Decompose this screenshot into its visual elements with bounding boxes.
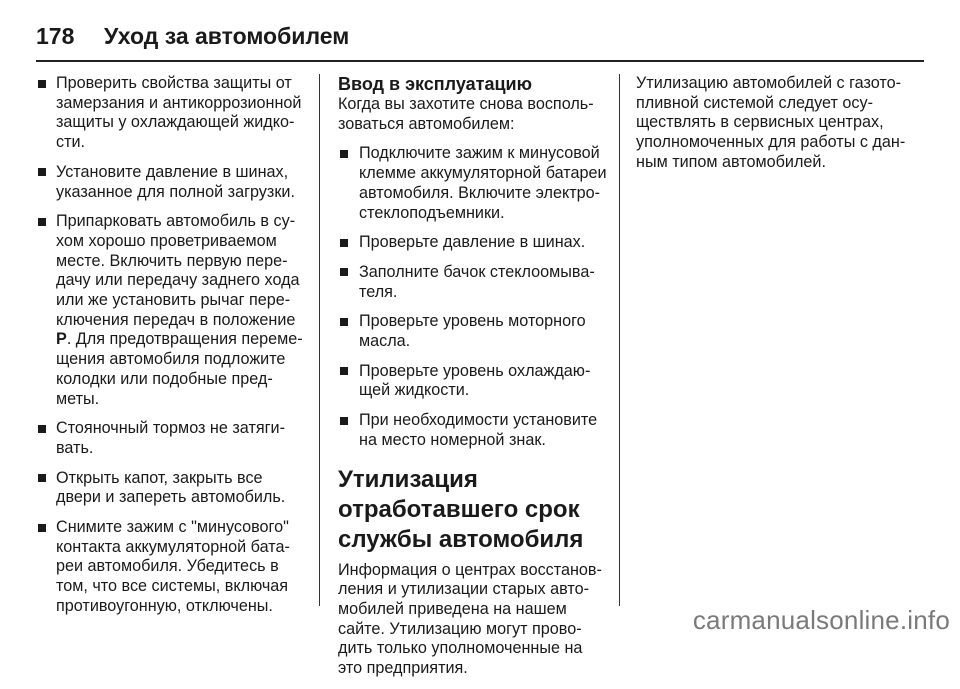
bullet-icon — [38, 474, 46, 482]
commissioning-steps-list — [338, 144, 608, 450]
bullet-icon — [340, 367, 348, 375]
list-item: Снимите зажим с "минусового" контакта аккумуляторной бата-реи автомобиля. Убедитесь в том, что все системы, включая противоугонную, отключены. — [36, 518, 304, 617]
bullet-icon — [38, 80, 46, 88]
disposal-text: Информация о центрах восстанов-ления и утилизации старых авто-мобилей приведена на нашем сайте. Утилизацию могут прово-дить только уполномоченные на это предприятия. — [338, 560, 602, 678]
bullet-icon — [340, 268, 348, 276]
bullet-icon — [38, 524, 46, 532]
column-divider-1 — [319, 74, 320, 606]
list-item: Проверьте давление в шинах. — [338, 233, 608, 253]
bullet-icon — [38, 425, 46, 433]
column-divider-2 — [619, 74, 620, 606]
list-item: Подключите зажим к минусовой клемме аккумуляторной батареи автомобиля. Включите электро-стеклоподъемники. — [338, 144, 608, 223]
bullet-icon — [38, 168, 46, 176]
list-item: При необходимости установите на место номерной знак. — [338, 411, 608, 450]
list-item: Заполните бачок стеклоомыва-теля. — [338, 263, 608, 302]
storage-steps-list — [36, 74, 304, 617]
list-item: Проверьте уровень охлаждаю-щей жидкости. — [338, 362, 608, 401]
column-3 — [636, 74, 926, 183]
header-rule — [36, 60, 924, 62]
commissioning-intro: Когда вы захотите снова восполь-зоваться автомобилем: — [338, 95, 594, 133]
column-2 — [338, 74, 608, 689]
bullet-icon — [340, 239, 348, 247]
watermark: carmanualsonline.info — [692, 605, 950, 635]
list-item: Открыть капот, закрыть все двери и запереть автомобиль. — [36, 469, 304, 508]
list-item: Проверьте уровень моторного масла. — [338, 312, 608, 351]
page-title: Уход за автомобилем — [104, 22, 350, 49]
bullet-icon — [340, 150, 348, 158]
list-item: Проверить свойства защиты от замерзания и антикоррозионной защиты у охлаждающей жидко-сти. — [36, 74, 304, 153]
section-heading-disposal: Утилизация отработавшего срок службы автомобиля — [338, 465, 584, 553]
bullet-icon — [340, 318, 348, 326]
bullet-icon — [38, 218, 46, 226]
column-1 — [36, 74, 304, 627]
list-item: Припарковать автомобиль в су-хом хорошо проветриваемом месте. Включить первую пере-дачу или передачу заднего хода или же установить рычаг пере-ключения передач в положение P. Для предотвращения переме-щения автомобиля подложите колодки или подобные пред-меты. — [36, 212, 304, 409]
page-number: 178 — [36, 22, 75, 49]
gear-position-p: P — [56, 330, 67, 349]
list-item: Стояночный тормоз не затяги-вать. — [36, 419, 304, 458]
section-heading-commissioning: Ввод в эксплуатацию — [338, 74, 532, 94]
bullet-icon — [340, 417, 348, 425]
page-header — [36, 14, 924, 58]
gas-vehicle-disposal-text: Утилизацию автомобилей с газото-пливной системой следует осу-ществлять в сервисных центрах, уполномоченных для работы с дан-ным типом автомобилей. — [636, 74, 906, 171]
list-item: Установите давление в шинах, указанное для полной загрузки. — [36, 163, 304, 202]
